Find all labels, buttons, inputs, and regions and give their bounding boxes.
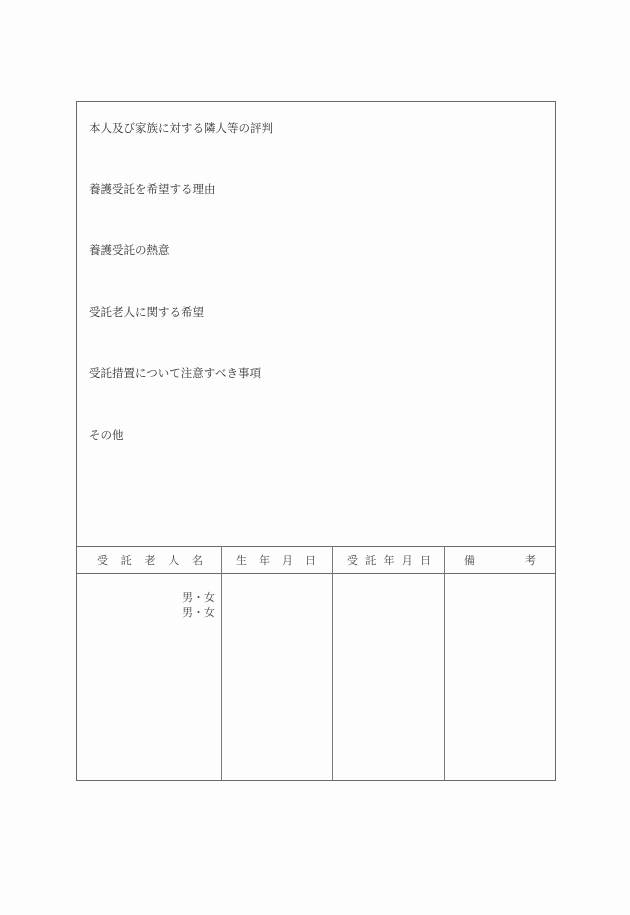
section-other: その他 [89,428,124,442]
section-elderly-preferences: 受託老人に関する希望 [89,305,204,319]
section-reason-for-fostering: 養護受託を希望する理由 [89,182,216,196]
section-cautions: 受託措置について注意すべき事項 [89,366,262,380]
column-divider [221,546,222,780]
table-header-divider [77,573,555,574]
column-divider [332,546,333,780]
header-birth-date: 生 年 月 日 [236,553,316,567]
column-divider [444,546,445,780]
report-form [76,101,556,781]
gender-option: 男・女 [182,606,215,619]
section-neighbor-reputation: 本人及び家族に対する隣人等の評判 [89,121,273,135]
section-fostering-enthusiasm: 養護受託の熱意 [89,243,170,257]
gender-option: 男・女 [182,591,215,604]
header-elderly-name: 受 託 老 人 名 [97,553,203,567]
header-remarks: 備 考 [464,553,536,567]
header-foster-date: 受 託 年 月 日 [347,553,431,567]
